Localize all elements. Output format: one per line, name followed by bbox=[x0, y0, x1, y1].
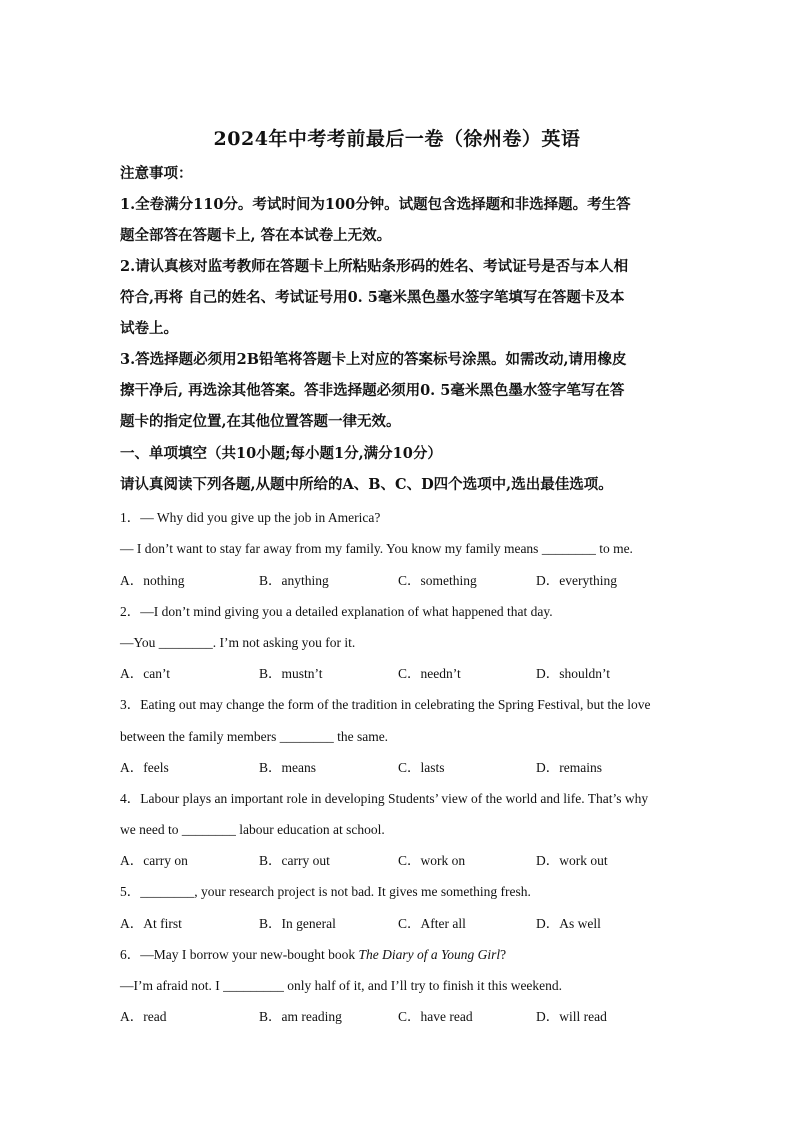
option-a: A．carry on bbox=[120, 853, 188, 868]
question-3-stem-cont: between the family members ________ the same. bbox=[120, 729, 389, 744]
option-c: C．work on bbox=[398, 853, 466, 868]
question-3-options bbox=[120, 752, 700, 783]
question-4-options bbox=[120, 845, 700, 876]
option-d: D．shouldn’t bbox=[536, 666, 611, 681]
option-b: B．In general bbox=[259, 916, 336, 931]
option-d: D．As well bbox=[536, 916, 601, 931]
option-c: C．lasts bbox=[398, 760, 445, 775]
option-d: D．everything bbox=[536, 573, 617, 588]
answer-blank: ________ bbox=[181, 822, 236, 837]
question-6-stem: 6．—May I borrow your new-bought book The Diary of a Young Girl? bbox=[120, 947, 507, 962]
question-1-reply: — I don’t want to stay far away from my family. You know my family means ________ to me. bbox=[120, 541, 633, 556]
option-a: A．can’t bbox=[120, 666, 170, 681]
notice-heading: 注意事项： bbox=[120, 165, 193, 182]
option-b: B．carry out bbox=[259, 853, 330, 868]
book-title: The Diary of a Young Girl bbox=[358, 947, 501, 962]
option-d: D．work out bbox=[536, 853, 608, 868]
question-3-stem: 3．Eating out may change the form of the tradition in celebrating the Spring Festival, but the love bbox=[120, 697, 651, 712]
notice-item-1: 1.全卷满分110分。考试时间为100分钟。试题包含选择题和非选择题。考生答 题全部答在答题卡上, 答在本试卷上无效。 bbox=[120, 196, 631, 244]
option-b: B．means bbox=[259, 760, 316, 775]
question-4-stem-cont: we need to ________ labour education at school. bbox=[120, 822, 385, 837]
answer-blank: ________ bbox=[279, 729, 334, 744]
option-a: A．At first bbox=[120, 916, 182, 931]
question-1-options bbox=[120, 565, 700, 596]
question-6-options bbox=[120, 1001, 700, 1032]
option-a: A．read bbox=[120, 1009, 167, 1024]
section-heading: 一、单项填空（共10小题;每小题1分,满分10分） bbox=[120, 445, 442, 462]
question-1-stem: 1．— Why did you give up the job in America? bbox=[120, 510, 381, 525]
answer-blank: ________ bbox=[541, 541, 596, 556]
answer-blank: ________ bbox=[158, 635, 213, 650]
notice-item-2: 2.请认真核对监考教师在答题卡上所粘贴条形码的姓名、考试证号是否与本人相 符合,再将 自己的姓名、考试证号用0. 5毫米黑色墨水签字笔填写在答题卡及本 试卷上。 bbox=[120, 258, 629, 337]
question-5-stem: 5．________, your research project is not bad. It gives me something fresh. bbox=[120, 884, 531, 899]
question-2-options bbox=[120, 658, 700, 689]
option-b: B．anything bbox=[259, 573, 329, 588]
option-a: A．feels bbox=[120, 760, 169, 775]
exam-title: 2024年中考考前最后一卷（徐州卷）英语 bbox=[213, 128, 581, 150]
notice-item-3: 3.答选择题必须用2B铅笔将答题卡上对应的答案标号涂黑。如需改动,请用橡皮 擦干净后, 再选涂其他答案。答非选择题必须用0. 5毫米黑色墨水签字笔写在答 题卡的指定位置,在其他位置答题一律无效。 bbox=[120, 351, 627, 430]
section-instruction: 请认真阅读下列各题,从题中所给的A、B、C、D四个选项中,选出最佳选项。 bbox=[120, 476, 613, 493]
answer-blank: ________ bbox=[140, 884, 195, 899]
question-6-reply: —I’m afraid not. I _________ only half of it, and I’ll try to finish it this weekend. bbox=[120, 978, 563, 993]
option-c: C．needn’t bbox=[398, 666, 461, 681]
option-d: D．will read bbox=[536, 1009, 607, 1024]
option-b: B．mustn’t bbox=[259, 666, 323, 681]
question-2-reply: —You ________. I’m not asking you for it. bbox=[120, 635, 356, 650]
question-5-options bbox=[120, 908, 700, 939]
question-4-stem: 4．Labour plays an important role in developing Students’ view of the world and life. That’s why bbox=[120, 791, 649, 806]
question-2-stem: 2．—I don’t mind giving you a detailed explanation of what happened that day. bbox=[120, 604, 553, 619]
option-c: C．After all bbox=[398, 916, 466, 931]
option-c: C．have read bbox=[398, 1009, 473, 1024]
option-a: A．nothing bbox=[120, 573, 185, 588]
option-b: B．am reading bbox=[259, 1009, 342, 1024]
option-d: D．remains bbox=[536, 760, 602, 775]
answer-blank: _________ bbox=[223, 978, 284, 993]
option-c: C．something bbox=[398, 573, 477, 588]
